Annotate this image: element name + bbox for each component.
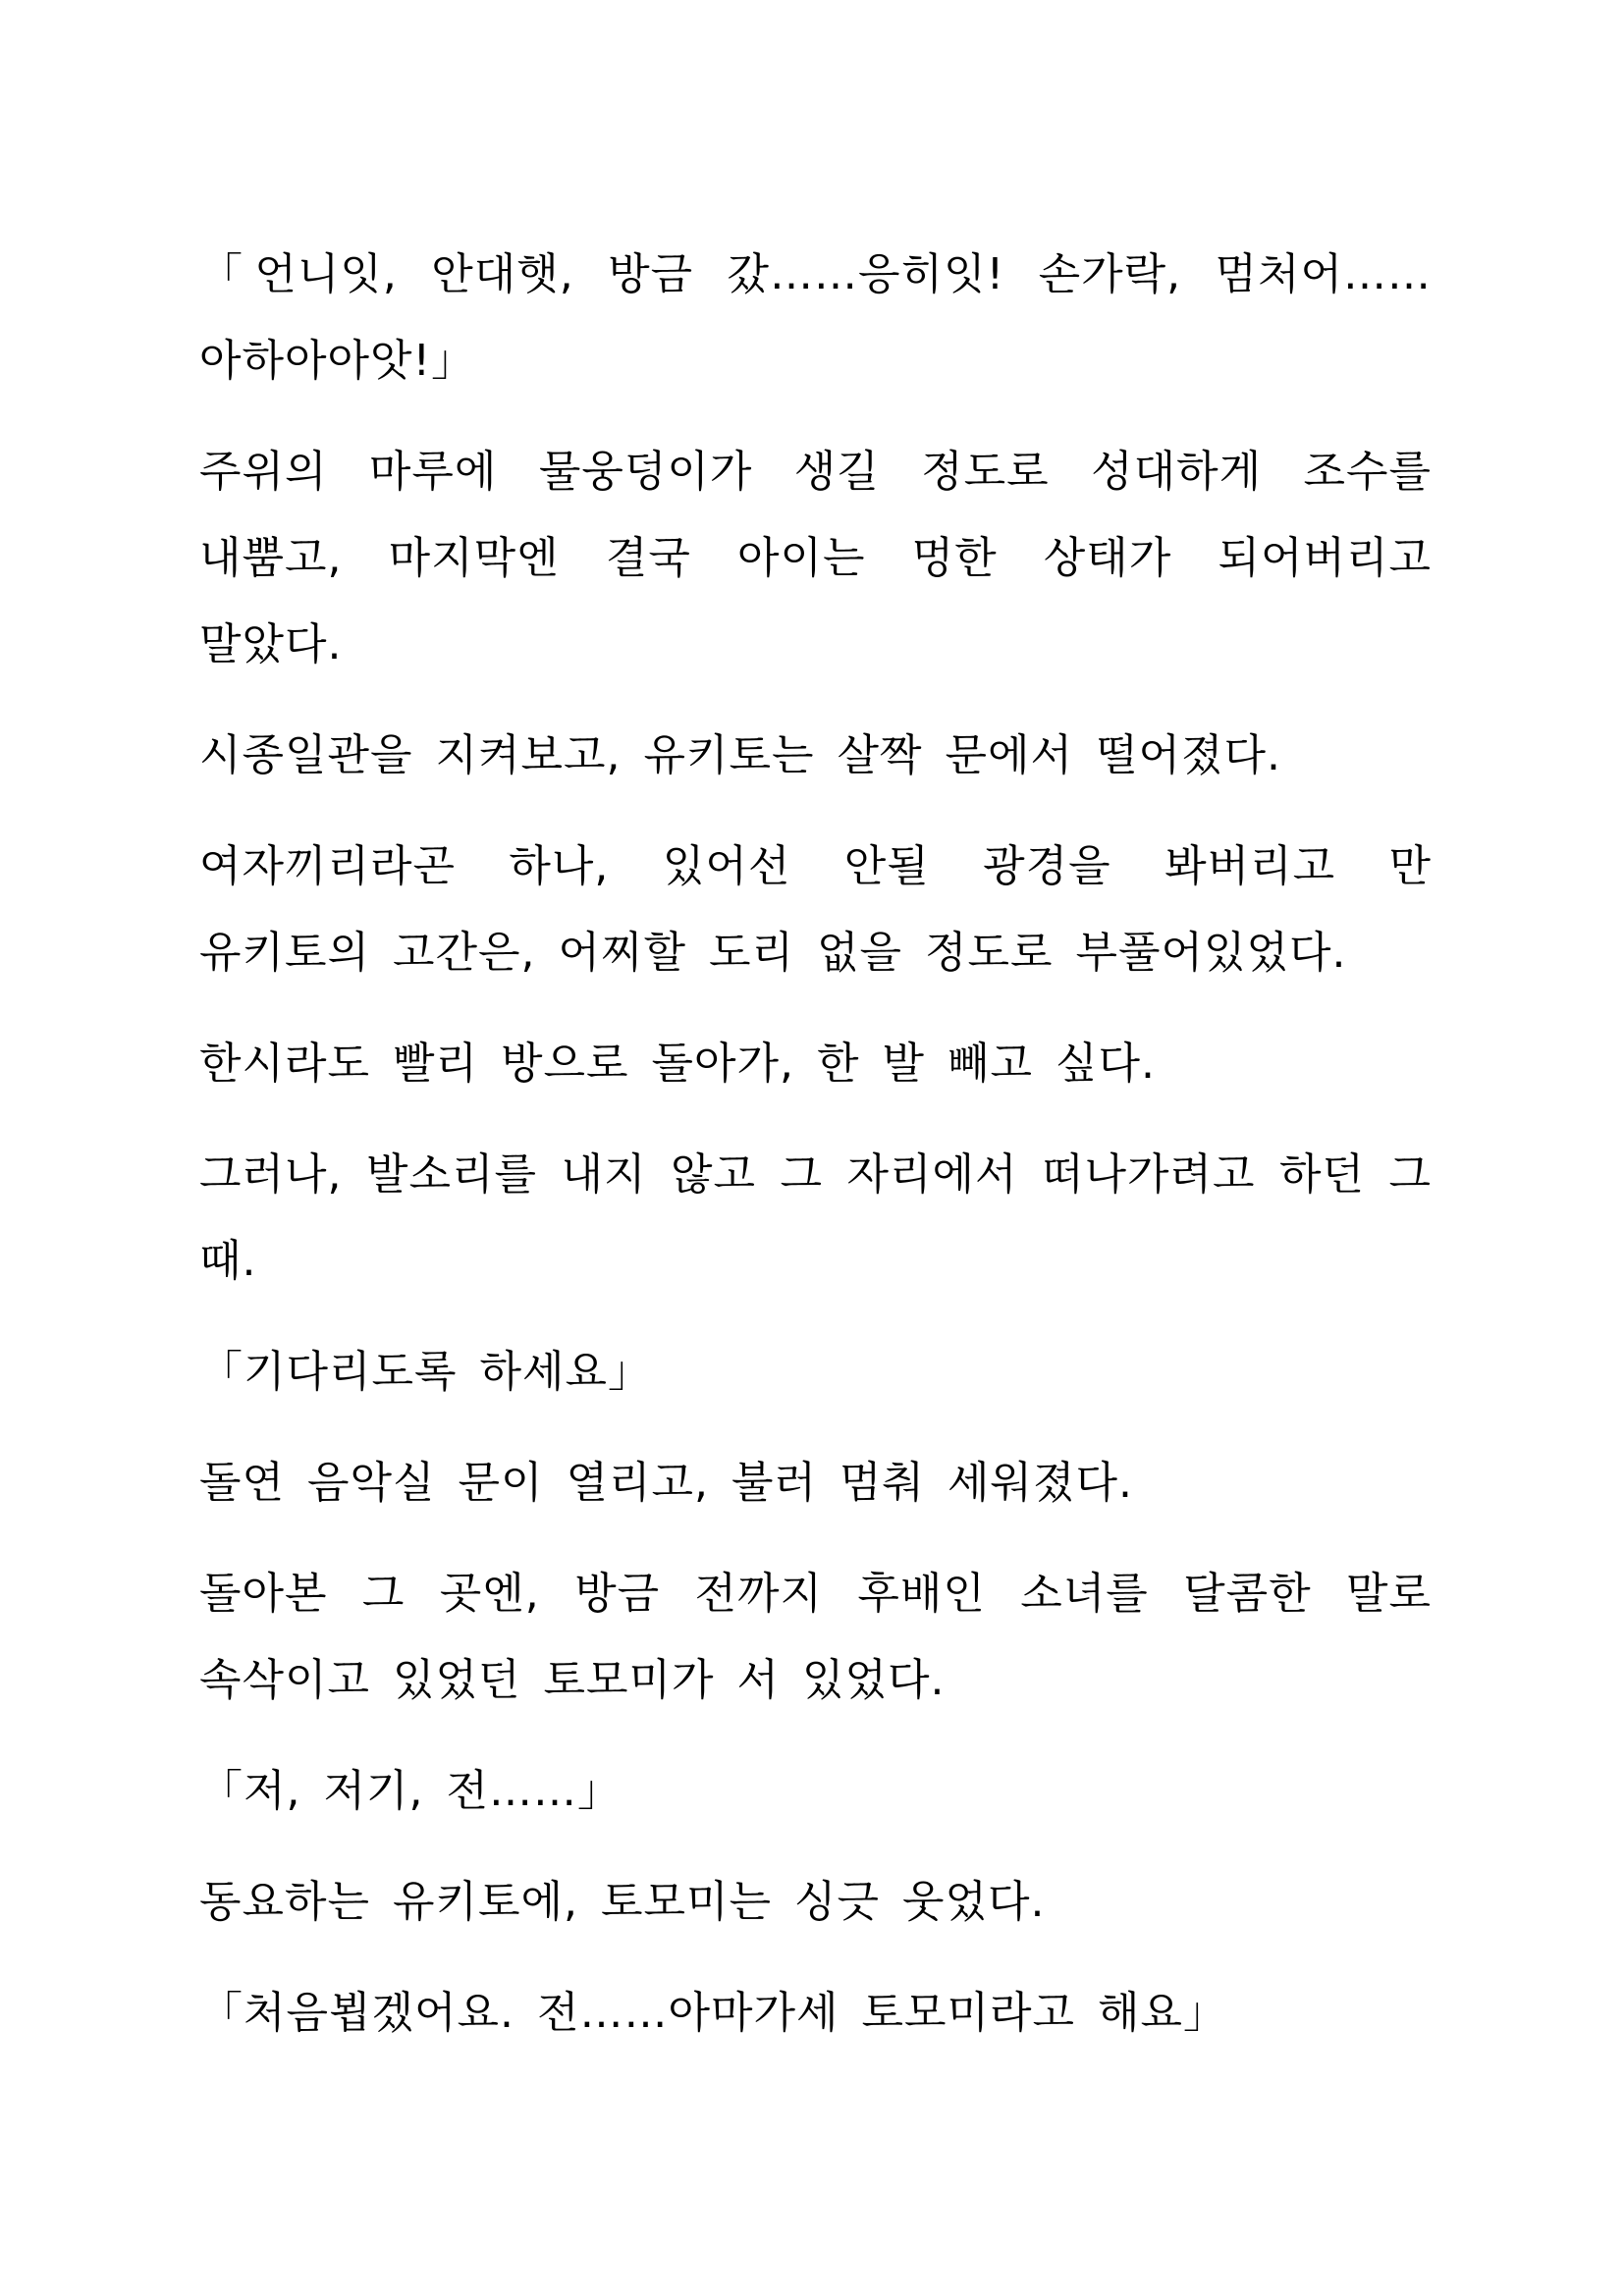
body-text: [199, 232, 1432, 2081]
paragraph-12: 「처음뵙겠어요. 전……아마가세 토모미라고 해요」: [199, 1988, 1228, 2038]
paragraph-2: 주위의 마루에 물웅덩이가 생길 정도로 성대하게 조수를 내뿜고, 마지막엔 결국 아이는 멍한 상태가 되어버리고 말았다.: [199, 447, 1432, 669]
paragraph-9: 돌아본 그 곳엔, 방금 전까지 후배인 소녀를 달콤한 말로 속삭이고 있었던 토모미가 서 있었다.: [199, 1569, 1432, 1705]
paragraph-5: 한시라도 빨리 방으로 돌아가, 한 발 빼고 싶다.: [199, 1039, 1156, 1089]
paragraph-7: 「기다리도록 하세요」: [199, 1347, 653, 1397]
paragraph-1: 「언니잇, 안대햇, 방금 갔……응히잇! 손가락, 멈처어……아하아아앗!」: [199, 249, 1432, 386]
paragraph-6: 그러나, 발소리를 내지 않고 그 자리에서 떠나가려고 하던 그 때.: [199, 1149, 1432, 1286]
paragraph-4: 여자끼리라곤 하나, 있어선 안될 광경을 봐버리고 만 유키토의 고간은, 어찌할 도리 없을 정도로 부풀어있었다.: [199, 841, 1432, 978]
paragraph-3: 시종일관을 지켜보고, 유키토는 살짝 문에서 떨어졌다.: [199, 730, 1281, 780]
paragraph-8: 돌연 음악실 문이 열리고, 불러 멈춰 세워졌다.: [199, 1458, 1133, 1508]
paragraph-10: 「저, 저기, 전……」: [199, 1766, 622, 1816]
paragraph-11: 동요하는 유키토에, 토모미는 싱긋 웃었다.: [199, 1877, 1046, 1927]
